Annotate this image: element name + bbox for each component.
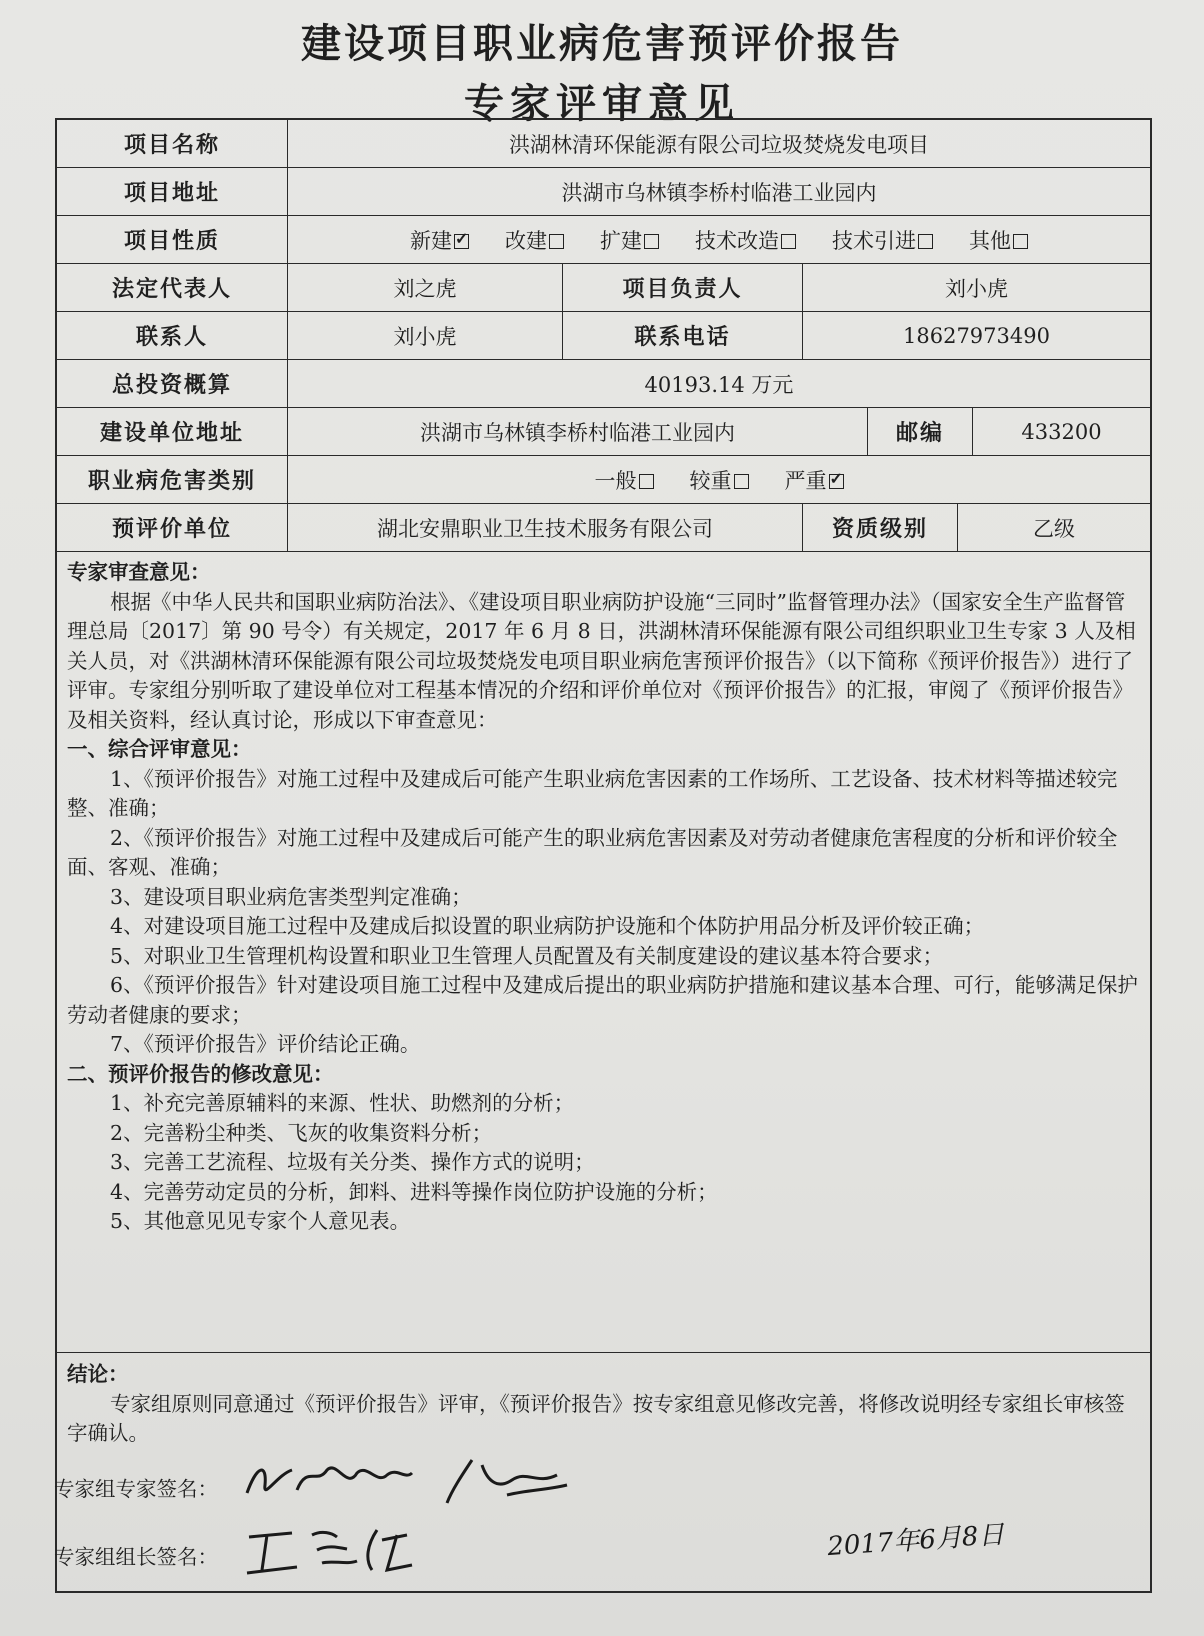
postcode-label: 邮编	[867, 408, 972, 455]
conclusion-text: 专家组原则同意通过《预评价报告》评审，《预评价报告》按专家组意见修改完善，将修改说明经专家组长审核签字确认。	[67, 1391, 1125, 1445]
checkbox-icon	[549, 234, 564, 249]
section1-title: 一、综合评审意见：	[67, 737, 252, 761]
option-general: 一般	[595, 465, 654, 495]
section2-item: 5、其他意见见专家个人意见表。	[110, 1209, 411, 1233]
legal-rep-value: 刘之虎	[287, 264, 562, 311]
checkbox-icon	[781, 234, 796, 249]
project-name-value: 洪湖林清环保能源有限公司垃圾焚烧发电项目	[287, 120, 1150, 167]
section2-title: 二、预评价报告的修改意见：	[67, 1061, 334, 1086]
contact-value: 刘小虎	[287, 312, 562, 359]
project-name-label: 项目名称	[123, 132, 220, 158]
hazard-category-label: 职业病危害类别	[87, 468, 256, 494]
project-address-value: 洪湖市乌林镇李桥村临港工业园内	[287, 168, 1150, 215]
builder-address-label: 建设单位地址	[99, 420, 244, 446]
project-lead-label: 项目负责人	[562, 264, 802, 311]
project-address-label: 项目地址	[123, 180, 220, 206]
row-hazard-category	[57, 456, 1150, 504]
experts-signature-label: 专家组专家签名：	[54, 1477, 218, 1501]
review-heading: 专家审查意见：	[67, 560, 211, 584]
leader-signature-image	[237, 1515, 427, 1585]
evaluator-label: 预评价单位	[111, 516, 232, 542]
signature-date: 2017年6月8日	[826, 1519, 1006, 1563]
phone-label: 联系电话	[562, 312, 802, 359]
project-lead-value: 刘小虎	[802, 264, 1150, 311]
row-project-name	[57, 120, 1150, 168]
option-other: 其他	[969, 225, 1028, 255]
leader-signature-label: 专家组组长签名：	[54, 1545, 218, 1569]
project-nature-options	[287, 216, 1150, 263]
section1-item: 4、对建设项目施工过程中及建成后拟设置的职业病防护设施和个体防护用品分析及评价较正确；	[110, 914, 985, 938]
option-moderate: 较重	[690, 465, 749, 495]
evaluator-value: 湖北安鼎职业卫生技术服务有限公司	[287, 504, 802, 551]
row-investment	[57, 360, 1150, 408]
section1-item: 7、《预评价报告》评价结论正确。	[110, 1032, 421, 1056]
builder-address-value: 洪湖市乌林镇李桥村临港工业园内	[287, 408, 867, 455]
section1-item: 2、《预评价报告》对施工过程中及建成后可能产生的职业病危害因素及对劳动者健康危害程度的分析和评价较全面、客观、准确；	[67, 825, 1118, 879]
section1-item: 5、对职业卫生管理机构设置和职业卫生管理人员配置及有关制度建设的建议基本符合要求；	[110, 943, 944, 968]
project-nature-label: 项目性质	[123, 228, 220, 254]
row-contact	[57, 312, 1150, 360]
row-project-nature	[57, 216, 1150, 264]
phone-value: 18627973490	[802, 312, 1150, 359]
section2-item: 2、完善粉尘种类、飞灰的收集资料分析；	[110, 1120, 493, 1145]
investment-label: 总投资概算	[111, 372, 232, 398]
checkbox-checked-icon	[454, 234, 469, 249]
row-evaluator	[57, 504, 1150, 552]
conclusion-divider	[57, 1352, 1150, 1353]
review-form	[55, 118, 1152, 1593]
checkbox-checked-icon	[829, 474, 844, 489]
experts-signature-image	[237, 1445, 597, 1515]
option-expand: 扩建	[600, 225, 659, 255]
postcode-value: 433200	[972, 408, 1150, 455]
checkbox-icon	[734, 474, 749, 489]
option-tech-import: 技术引进	[832, 225, 933, 255]
row-project-address	[57, 168, 1150, 216]
conclusion-section	[67, 1360, 1142, 1449]
checkbox-icon	[639, 474, 654, 489]
document-title: 建设项目职业病危害预评价报告	[301, 20, 903, 67]
row-legal-rep	[57, 264, 1150, 312]
section1-item: 1、《预评价报告》对施工过程中及建成后可能产生职业病危害因素的工作场所、工艺设备、技术材料等描述较完整、准确；	[67, 766, 1118, 820]
option-tech-renovation: 技术改造	[695, 225, 796, 255]
section2-item: 4、完善劳动定员的分析，卸料、进料等操作岗位防护设施的分析；	[110, 1179, 718, 1204]
legal-rep-label: 法定代表人	[111, 276, 232, 302]
option-rebuild: 改建	[505, 225, 564, 255]
option-severe: 严重✓	[785, 465, 844, 495]
section2-item: 3、完善工艺流程、垃圾有关分类、操作方式的说明；	[110, 1150, 595, 1174]
section2-item: 1、补充完善原辅料的来源、性状、助燃剂的分析；	[110, 1091, 575, 1115]
section1-item: 6、《预评价报告》针对建设项目施工过程中及建成后提出的职业病防护措施和建议基本合理、可行，能够满足保护劳动者健康的要求；	[67, 973, 1138, 1027]
row-builder-address	[57, 408, 1150, 456]
option-new: 新建✓	[410, 225, 469, 255]
checkbox-icon	[1013, 234, 1028, 249]
qualification-value: 乙级	[957, 504, 1150, 551]
contact-label: 联系人	[135, 324, 208, 350]
conclusion-heading: 结论：	[67, 1362, 129, 1386]
qualification-label: 资质级别	[802, 504, 957, 551]
investment-value: 40193.14 万元	[287, 360, 1150, 407]
document-subtitle: 专家评审意见	[464, 80, 740, 127]
review-intro: 根据《中华人民共和国职业病防治法》、《建设项目职业病防护设施“三同时”监督管理办法》（国家安全生产监督管理总局〔2017〕第 90 号令）有关规定，2017 年 6 月 8 日，洪湖林清环保能源有限公司组织职业卫生专家 3 人及相关人员，对《洪湖林清环保能源有限公司垃圾焚烧发电项目职业病危害预评价报告》（以下简称《预评价报告》）进行了评审。专家组分别听取了建设单位对工程基本情况的介绍和评价单位对《预评价报告》的汇报，审阅了《预评价报告》及相关资料，经认真讨论，形成以下审查意见：	[67, 589, 1136, 732]
review-section	[67, 558, 1142, 1237]
checkbox-icon	[644, 234, 659, 249]
section1-item: 3、建设项目职业病危害类型判定准确；	[110, 884, 472, 909]
checkbox-icon	[918, 234, 933, 249]
hazard-category-options	[287, 456, 1150, 503]
